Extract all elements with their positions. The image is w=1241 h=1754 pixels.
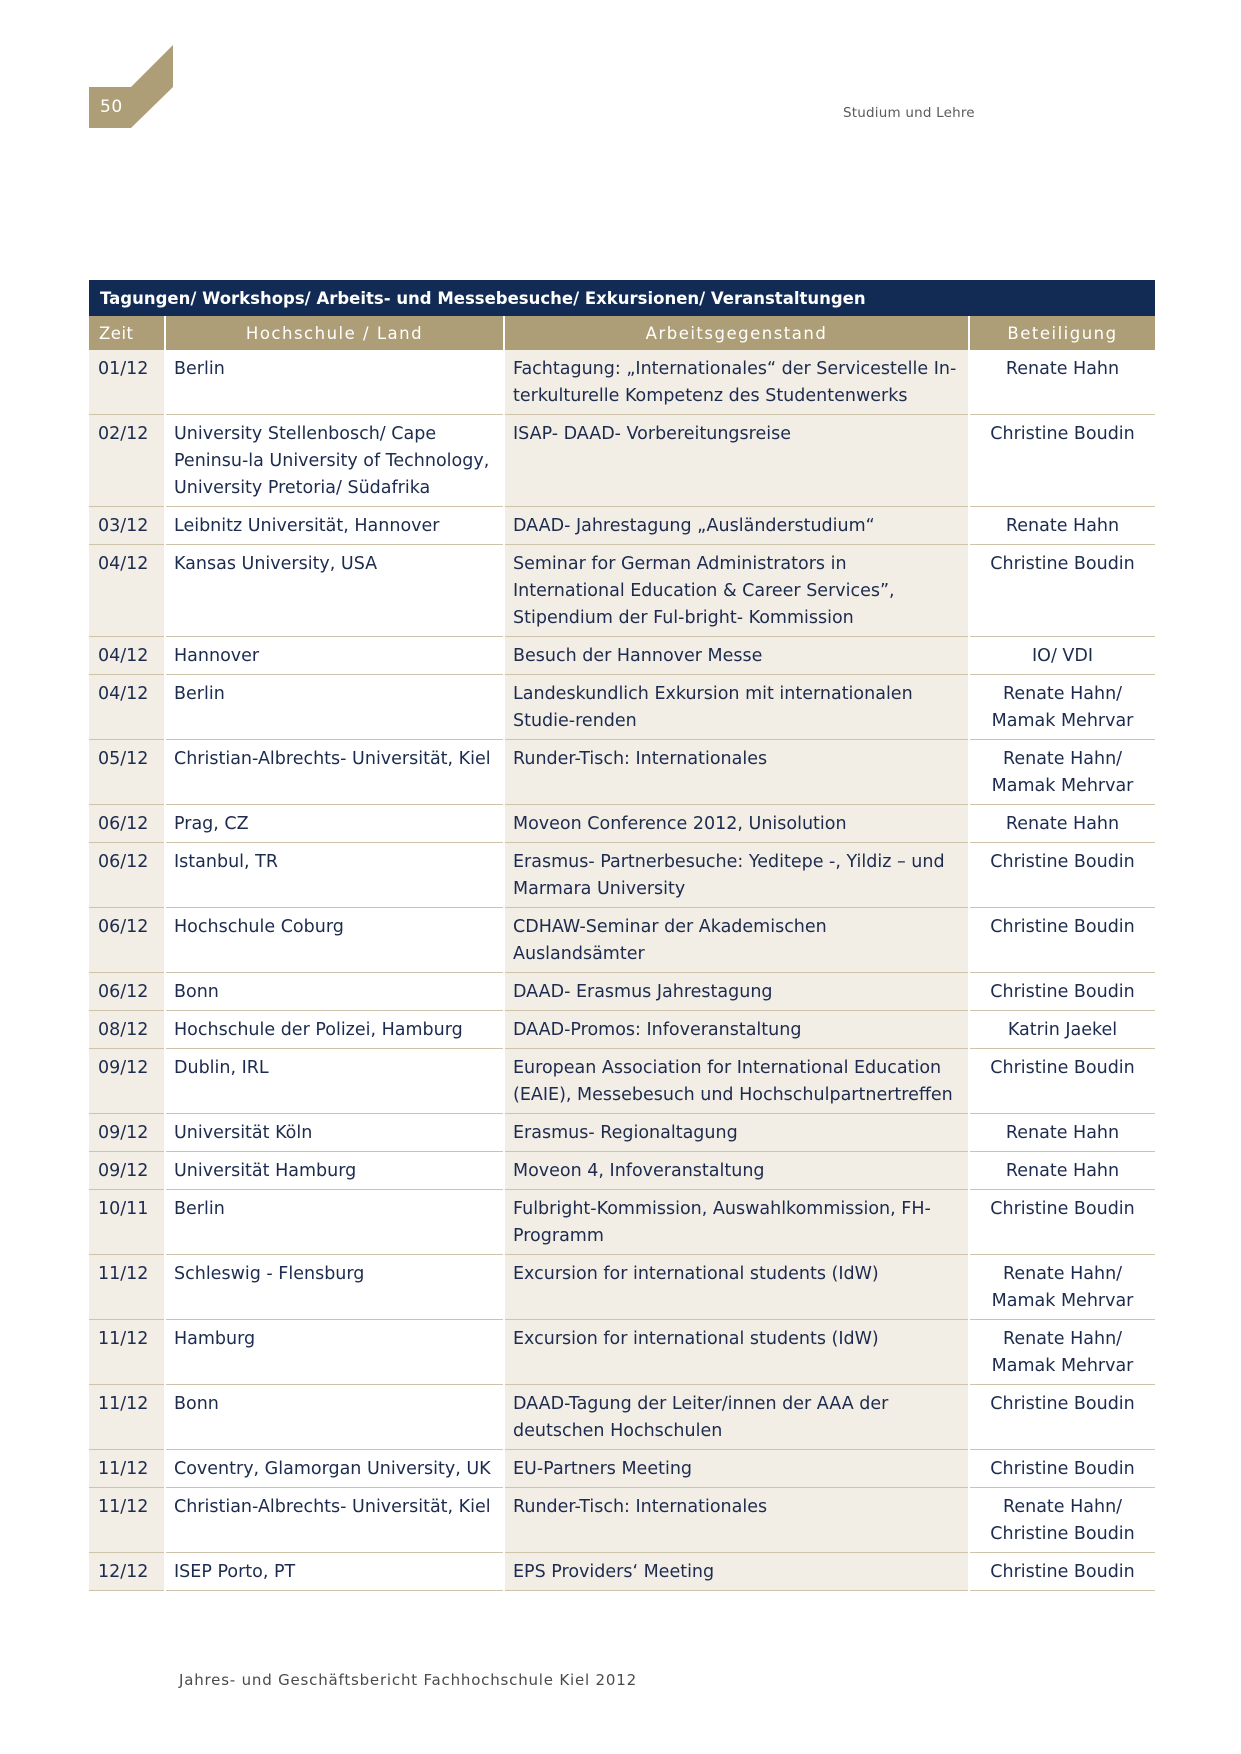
column-header-hochschule: Hochschule / Land (165, 316, 504, 350)
participant-name: IO/ VDI (1032, 646, 1094, 666)
cell-arbeitsgegenstand: Fachtagung: „Internationales“ der Servicestelle In-terkulturelle Kompetenz des Studentenwerks (504, 350, 969, 415)
cell-hochschule-land: Christian-Albrechts- Universität, Kiel (165, 1488, 504, 1553)
participant-name: Mamak Mehrvar (991, 1291, 1134, 1311)
cell-hochschule-land: Hannover (165, 637, 504, 675)
table-row (89, 1385, 1155, 1450)
table-row (89, 1190, 1155, 1255)
participant-name: Mamak Mehrvar (991, 1356, 1134, 1376)
cell-hochschule-land: Universität Köln (165, 1114, 504, 1152)
cell-zeit: 04/12 (89, 675, 165, 740)
cell-hochschule-land: Dublin, IRL (165, 1049, 504, 1114)
cell-hochschule-land: University Stellenbosch/ Cape Peninsu-la University of Technology, University Pretoria/ Südafrika (165, 415, 504, 507)
table-row (89, 1553, 1155, 1591)
participant-name: Renate Hahn (1005, 516, 1120, 536)
cell-hochschule-land: Berlin (165, 1190, 504, 1255)
cell-zeit: 01/12 (89, 350, 165, 415)
table-row (89, 675, 1155, 740)
cell-beteiligung (969, 1385, 1155, 1450)
cell-hochschule-land: Leibnitz Universität, Hannover (165, 507, 504, 545)
cell-beteiligung (969, 1450, 1155, 1488)
cell-beteiligung (969, 637, 1155, 675)
cell-hochschule-land: Universität Hamburg (165, 1152, 504, 1190)
cell-hochschule-land: Hochschule der Polizei, Hamburg (165, 1011, 504, 1049)
table-row (89, 1152, 1155, 1190)
participant-name: Christine Boudin (990, 1524, 1135, 1544)
participant-name: Renate Hahn (1005, 1123, 1120, 1143)
cell-arbeitsgegenstand: Runder-Tisch: Internationales (504, 1488, 969, 1553)
cell-arbeitsgegenstand: Erasmus- Regionaltagung (504, 1114, 969, 1152)
cell-hochschule-land: Bonn (165, 973, 504, 1011)
cell-zeit: 02/12 (89, 415, 165, 507)
table-row (89, 843, 1155, 908)
cell-beteiligung (969, 1553, 1155, 1591)
cell-zeit: 09/12 (89, 1049, 165, 1114)
table-row (89, 1320, 1155, 1385)
cell-arbeitsgegenstand: Runder-Tisch: Internationales (504, 740, 969, 805)
cell-zeit: 11/12 (89, 1450, 165, 1488)
participant-name: Christine Boudin (990, 1199, 1135, 1219)
cell-beteiligung (969, 973, 1155, 1011)
cell-beteiligung (969, 740, 1155, 805)
table-title-row (89, 280, 1155, 316)
participant-name: Renate Hahn/ (1002, 1264, 1123, 1284)
cell-beteiligung (969, 1011, 1155, 1049)
cell-arbeitsgegenstand: DAAD- Erasmus Jahrestagung (504, 973, 969, 1011)
cell-hochschule-land: ISEP Porto, PT (165, 1553, 504, 1591)
cell-arbeitsgegenstand: Fulbright-Kommission, Auswahlkommission, FH- Programm (504, 1190, 969, 1255)
cell-zeit: 06/12 (89, 843, 165, 908)
cell-zeit: 06/12 (89, 805, 165, 843)
cell-beteiligung (969, 1320, 1155, 1385)
participant-name: Mamak Mehrvar (991, 776, 1134, 796)
table-row (89, 1114, 1155, 1152)
table-row (89, 350, 1155, 415)
page-number: 50 (100, 97, 123, 117)
participant-name: Renate Hahn/ (1002, 684, 1123, 704)
table-row (89, 545, 1155, 637)
cell-zeit: 10/11 (89, 1190, 165, 1255)
table-row (89, 805, 1155, 843)
events-table-container (89, 280, 1155, 1591)
cell-hochschule-land: Christian-Albrechts- Universität, Kiel (165, 740, 504, 805)
participant-name: Christine Boudin (990, 1459, 1135, 1479)
cell-arbeitsgegenstand: Seminar for German Administrators in International Education & Career Services”, Stipendium der Ful-bright- Kommission (504, 545, 969, 637)
table-row (89, 740, 1155, 805)
cell-arbeitsgegenstand: Excursion for international students (IdW) (504, 1255, 969, 1320)
cell-arbeitsgegenstand: DAAD- Jahrestagung „Ausländerstudium“ (504, 507, 969, 545)
table-row (89, 1049, 1155, 1114)
column-header-zeit: Zeit (89, 316, 165, 350)
column-header-beteiligung: Beteiligung (969, 316, 1155, 350)
participant-name: Christine Boudin (990, 1394, 1135, 1414)
cell-arbeitsgegenstand: ISAP- DAAD- Vorbereitungsreise (504, 415, 969, 507)
cell-arbeitsgegenstand: Moveon Conference 2012, Unisolution (504, 805, 969, 843)
cell-beteiligung (969, 1114, 1155, 1152)
table-row (89, 973, 1155, 1011)
participant-name: Renate Hahn/ (1002, 749, 1123, 769)
cell-zeit: 12/12 (89, 1553, 165, 1591)
table-title: Tagungen/ Workshops/ Arbeits- und Messebesuche/ Exkursionen/ Veranstaltungen (89, 280, 1155, 316)
cell-arbeitsgegenstand: EPS Providers‘ Meeting (504, 1553, 969, 1591)
cell-zeit: 09/12 (89, 1114, 165, 1152)
table-row (89, 507, 1155, 545)
cell-beteiligung (969, 350, 1155, 415)
participant-name: Christine Boudin (990, 982, 1135, 1002)
events-table (89, 280, 1155, 1591)
table-body (89, 350, 1155, 1591)
cell-arbeitsgegenstand: EU-Partners Meeting (504, 1450, 969, 1488)
participant-name: Christine Boudin (990, 554, 1135, 574)
cell-arbeitsgegenstand: Moveon 4, Infoveranstaltung (504, 1152, 969, 1190)
participant-name: Renate Hahn (1005, 1161, 1120, 1181)
cell-zeit: 08/12 (89, 1011, 165, 1049)
cell-zeit: 11/12 (89, 1385, 165, 1450)
cell-arbeitsgegenstand: European Association for International Education (EAIE), Messebesuch und Hochschulpartnertreffen (504, 1049, 969, 1114)
cell-hochschule-land: Bonn (165, 1385, 504, 1450)
cell-beteiligung (969, 805, 1155, 843)
cell-zeit: 11/12 (89, 1255, 165, 1320)
table-row (89, 908, 1155, 973)
participant-name: Christine Boudin (990, 1562, 1135, 1582)
cell-zeit: 04/12 (89, 545, 165, 637)
cell-hochschule-land: Istanbul, TR (165, 843, 504, 908)
column-header-arbeitsgegenstand: Arbeitsgegenstand (504, 316, 969, 350)
cell-arbeitsgegenstand: DAAD-Tagung der Leiter/innen der AAA der deutschen Hochschulen (504, 1385, 969, 1450)
cell-zeit: 03/12 (89, 507, 165, 545)
footer-text: Jahres- und Geschäftsbericht Fachhochschule Kiel 2012 (179, 1671, 637, 1689)
table-row (89, 1255, 1155, 1320)
participant-name: Christine Boudin (990, 424, 1135, 444)
cell-arbeitsgegenstand: CDHAW-Seminar der Akademischen Auslandsämter (504, 908, 969, 973)
cell-beteiligung (969, 675, 1155, 740)
cell-zeit: 09/12 (89, 1152, 165, 1190)
cell-beteiligung (969, 415, 1155, 507)
cell-zeit: 06/12 (89, 908, 165, 973)
cell-beteiligung (969, 1049, 1155, 1114)
cell-arbeitsgegenstand: Erasmus- Partnerbesuche: Yeditepe -, Yildiz – und Marmara University (504, 843, 969, 908)
cell-hochschule-land: Coventry, Glamorgan University, UK (165, 1450, 504, 1488)
table-row (89, 1488, 1155, 1553)
table-row (89, 1450, 1155, 1488)
column-header-row (89, 316, 1155, 350)
cell-zeit: 05/12 (89, 740, 165, 805)
cell-beteiligung (969, 908, 1155, 973)
cell-hochschule-land: Schleswig - Flensburg (165, 1255, 504, 1320)
cell-zeit: 11/12 (89, 1488, 165, 1553)
cell-zeit: 06/12 (89, 973, 165, 1011)
cell-beteiligung (969, 507, 1155, 545)
table-row (89, 637, 1155, 675)
table-row (89, 1011, 1155, 1049)
cell-beteiligung (969, 1152, 1155, 1190)
cell-beteiligung (969, 1488, 1155, 1553)
cell-hochschule-land: Prag, CZ (165, 805, 504, 843)
cell-hochschule-land: Kansas University, USA (165, 545, 504, 637)
participant-name: Renate Hahn/ (1002, 1497, 1123, 1517)
participant-name: Renate Hahn (1005, 359, 1120, 379)
cell-hochschule-land: Berlin (165, 675, 504, 740)
cell-hochschule-land: Hamburg (165, 1320, 504, 1385)
cell-arbeitsgegenstand: DAAD-Promos: Infoveranstaltung (504, 1011, 969, 1049)
cell-zeit: 11/12 (89, 1320, 165, 1385)
cell-hochschule-land: Berlin (165, 350, 504, 415)
cell-arbeitsgegenstand: Besuch der Hannover Messe (504, 637, 969, 675)
cell-beteiligung (969, 545, 1155, 637)
cell-arbeitsgegenstand: Excursion for international students (IdW) (504, 1320, 969, 1385)
participant-name: Mamak Mehrvar (991, 711, 1134, 731)
cell-hochschule-land: Hochschule Coburg (165, 908, 504, 973)
cell-beteiligung (969, 1255, 1155, 1320)
participant-name: Christine Boudin (990, 917, 1135, 937)
participant-name: Renate Hahn/ (1002, 1329, 1123, 1349)
cell-beteiligung (969, 843, 1155, 908)
participant-name: Christine Boudin (990, 852, 1135, 872)
cell-arbeitsgegenstand: Landeskundlich Exkursion mit internationalen Studie-renden (504, 675, 969, 740)
participant-name: Christine Boudin (990, 1058, 1135, 1078)
table-row (89, 415, 1155, 507)
section-title: Studium und Lehre (843, 105, 975, 121)
participant-name: Katrin Jaekel (1007, 1020, 1118, 1040)
participant-name: Renate Hahn (1005, 814, 1120, 834)
cell-zeit: 04/12 (89, 637, 165, 675)
cell-beteiligung (969, 1190, 1155, 1255)
